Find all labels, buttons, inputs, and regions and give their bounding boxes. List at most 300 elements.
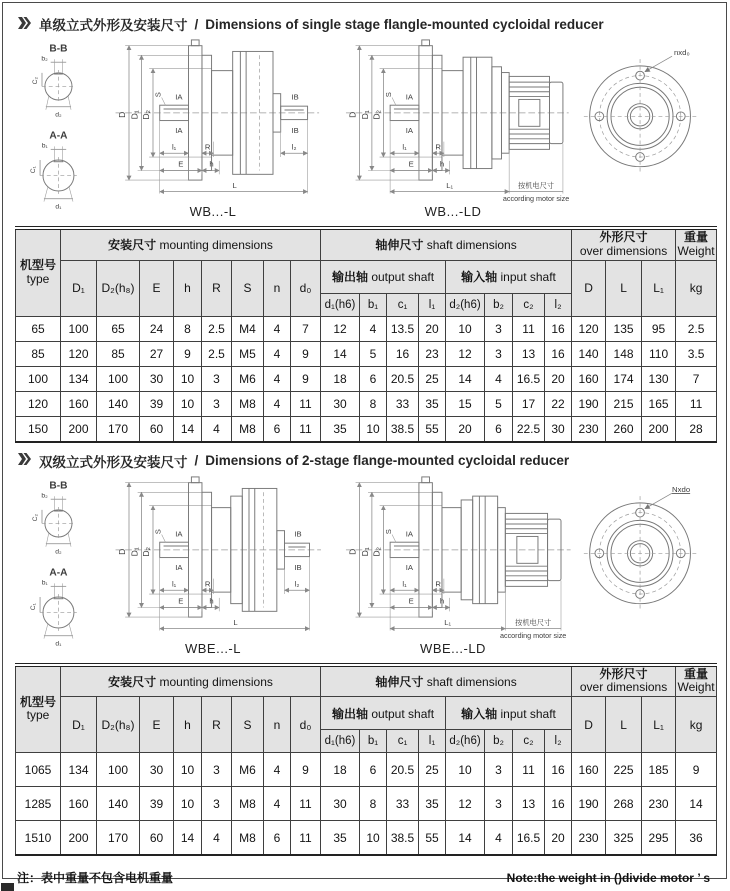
svg-text:D: D xyxy=(347,548,358,555)
svg-text:IB: IB xyxy=(294,562,302,572)
table-cell: 30 xyxy=(545,416,572,442)
section2-title-en: Dimensions of 2-stage flange-mounted cycloidal reducer xyxy=(205,453,570,469)
section2-title-zh: 双级立式外形及安装尺寸 xyxy=(39,454,188,470)
dimension-table-2-stage xyxy=(15,663,717,857)
table-cell: 2.5 xyxy=(676,316,717,341)
table-cell: M6 xyxy=(232,753,264,787)
svg-text:h: h xyxy=(439,159,445,169)
table-cell: 12 xyxy=(321,316,360,341)
table-cell: 148 xyxy=(606,341,642,366)
table-cell: 35 xyxy=(419,391,446,416)
svg-text:nxd₀: nxd₀ xyxy=(673,48,690,58)
table-cell: 14 xyxy=(446,821,485,856)
table-cell: 4 xyxy=(485,821,513,856)
table-cell: 268 xyxy=(606,787,642,821)
col-header: L xyxy=(606,697,642,753)
table-cell: 170 xyxy=(97,821,140,856)
drawing-col-l xyxy=(99,475,327,656)
table-cell: 17 xyxy=(513,391,545,416)
table-cell: 14 xyxy=(174,821,202,856)
table-cell: 230 xyxy=(572,416,606,442)
table-row xyxy=(16,366,717,391)
drawing-flange-front xyxy=(579,481,705,613)
table-cell: 16 xyxy=(545,753,572,787)
col-header: l₂ xyxy=(545,730,572,753)
svg-text:b₂: b₂ xyxy=(41,491,48,499)
group-header-mounting: 安装尺寸 mounting dimensions xyxy=(61,665,321,697)
table-cell: 20.5 xyxy=(387,753,419,787)
table-cell: 100 xyxy=(97,366,140,391)
svg-text:h: h xyxy=(209,159,214,169)
table-cell: 60 xyxy=(140,821,174,856)
table-cell: 39 xyxy=(140,391,174,416)
table-cell: 14 xyxy=(676,787,717,821)
table-cell: 20 xyxy=(446,416,485,442)
table-cell: 35 xyxy=(321,416,360,442)
header-type: 机型号 type xyxy=(16,228,61,316)
table-cell: 1065 xyxy=(16,753,61,787)
svg-text:L: L xyxy=(232,180,237,190)
col-header: d₁(h6) xyxy=(321,730,360,753)
table-cell: 215 xyxy=(606,391,642,416)
table-cell: 16.5 xyxy=(513,821,545,856)
table-cell: 10 xyxy=(174,391,202,416)
table-cell: 5 xyxy=(485,391,513,416)
table-cell: 13 xyxy=(513,787,545,821)
svg-text:E: E xyxy=(408,159,414,169)
col-header: R xyxy=(202,260,232,316)
table-cell: M4 xyxy=(232,316,264,341)
table-cell: 11 xyxy=(291,821,321,856)
page-frame xyxy=(2,2,727,886)
table-cell: 30 xyxy=(321,391,360,416)
svg-text:R: R xyxy=(204,578,211,588)
table-cell: 8 xyxy=(174,316,202,341)
table-cell: 140 xyxy=(97,391,140,416)
table-cell: 22.5 xyxy=(513,416,545,442)
svg-text:C₂: C₂ xyxy=(32,76,40,85)
table-cell: 150 xyxy=(16,416,61,442)
table-cell: 2.5 xyxy=(202,341,232,366)
col-header: D xyxy=(572,260,606,316)
table-cell: 3.5 xyxy=(676,341,717,366)
col-header: l₂ xyxy=(545,293,572,316)
svg-text:l₂: l₂ xyxy=(294,578,300,588)
table-cell: 6 xyxy=(485,416,513,442)
footnote-zh: 注：表中重量不包含电机重量 xyxy=(17,871,174,886)
table-cell: 174 xyxy=(606,366,642,391)
svg-text:l₁: l₁ xyxy=(402,142,407,152)
caption-wbe-ld: WBE...-LD xyxy=(420,640,486,656)
group-header-shaft: 轴伸尺寸 shaft dimensions xyxy=(321,228,572,260)
col-header: h xyxy=(174,697,202,753)
subgroup-output-shaft: 输出轴 output shaft xyxy=(321,260,446,293)
svg-text:E: E xyxy=(408,596,414,606)
table-cell: 10 xyxy=(174,787,202,821)
col-header: b₂ xyxy=(485,730,513,753)
table-cell: 35 xyxy=(321,821,360,856)
table-row xyxy=(16,316,717,341)
table-cell: 13.5 xyxy=(387,316,419,341)
group-header-shaft: 轴伸尺寸 shaft dimensions xyxy=(321,665,572,697)
table-cell: 38.5 xyxy=(387,416,419,442)
svg-text:D₂: D₂ xyxy=(371,546,382,557)
table-cell: 25 xyxy=(419,753,446,787)
table-cell: 39 xyxy=(140,787,174,821)
table-cell: 85 xyxy=(97,341,140,366)
drawing-shaft-sections xyxy=(15,38,99,220)
table-cell: 55 xyxy=(419,416,446,442)
table-cell: 9 xyxy=(291,366,321,391)
table-cell: 4 xyxy=(264,316,291,341)
svg-text:b₂: b₂ xyxy=(41,55,48,63)
section1-title-en: Dimensions of single stage flangle-mounted cycloidal reducer xyxy=(205,16,604,32)
table-cell: 11 xyxy=(291,787,321,821)
svg-text:according motor size: according motor size xyxy=(500,630,567,640)
col-header: c₂ xyxy=(513,730,545,753)
svg-text:d₁: d₁ xyxy=(55,639,62,647)
footnote-row xyxy=(15,864,714,891)
table-cell: 120 xyxy=(16,391,61,416)
col-header: d₀ xyxy=(291,697,321,753)
table-cell: 134 xyxy=(61,366,97,391)
table-cell: 3 xyxy=(202,787,232,821)
svg-text:R: R xyxy=(435,142,441,152)
svg-text:d₁: d₁ xyxy=(55,203,62,211)
svg-text:D₁: D₁ xyxy=(129,546,140,556)
caption-wbe-l: WBE...-L xyxy=(184,640,241,656)
svg-text:C₂: C₂ xyxy=(32,513,40,521)
table-cell: 230 xyxy=(642,787,676,821)
drawing-flange-front xyxy=(579,44,705,176)
table-cell: 6 xyxy=(360,366,387,391)
table-cell: 85 xyxy=(16,341,61,366)
table-cell: 325 xyxy=(606,821,642,856)
group-header-weight: 重量 Weight xyxy=(676,665,717,697)
table-cell: 10 xyxy=(446,316,485,341)
table-cell: 14 xyxy=(174,416,202,442)
table-cell: 35 xyxy=(419,787,446,821)
svg-text:R: R xyxy=(435,578,441,588)
table-cell: 4 xyxy=(264,787,291,821)
col-header: b₁ xyxy=(360,730,387,753)
col-header: d₁(h6) xyxy=(321,293,360,316)
table-cell: 11 xyxy=(676,391,717,416)
svg-text:l₁: l₁ xyxy=(402,578,407,588)
table-cell: 16 xyxy=(545,316,572,341)
col-header: L xyxy=(606,260,642,316)
subgroup-input-shaft: 输入轴 input shaft xyxy=(446,260,572,293)
table-cell: 4 xyxy=(485,366,513,391)
col-header: R xyxy=(202,697,232,753)
table-cell: 9 xyxy=(676,753,717,787)
table-cell: 33 xyxy=(387,787,419,821)
table-cell: 1285 xyxy=(16,787,61,821)
table-cell: 190 xyxy=(572,787,606,821)
col-header: c₂ xyxy=(513,293,545,316)
table-cell: 9 xyxy=(291,753,321,787)
table-cell: 30 xyxy=(140,753,174,787)
table-cell: 38.5 xyxy=(387,821,419,856)
table-row xyxy=(16,391,717,416)
section2-title xyxy=(17,451,714,471)
table-cell: M8 xyxy=(232,787,264,821)
table-cell: 4 xyxy=(264,366,291,391)
col-header: L₁ xyxy=(642,697,676,753)
svg-text:h: h xyxy=(209,596,214,606)
col-header: D₂(h₈) xyxy=(97,697,140,753)
table-cell: 200 xyxy=(642,416,676,442)
section1-title xyxy=(17,14,714,34)
col-header: kg xyxy=(676,697,717,753)
table-cell: 33 xyxy=(387,391,419,416)
drawing-shaft-sections xyxy=(15,475,99,657)
caption-wb-l: WB...-L xyxy=(189,204,237,219)
svg-text:d₂: d₂ xyxy=(55,111,62,119)
svg-text:D: D xyxy=(117,548,128,555)
group-header-weight: 重量 Weight xyxy=(676,228,717,260)
table-cell: 11 xyxy=(513,753,545,787)
table-row xyxy=(16,341,717,366)
table-cell: 110 xyxy=(642,341,676,366)
table-cell: 230 xyxy=(572,821,606,856)
table-row xyxy=(16,416,717,442)
svg-text:L₁: L₁ xyxy=(446,180,454,190)
table-cell: 160 xyxy=(61,391,97,416)
table-cell: 36 xyxy=(676,821,717,856)
col-header: d₀ xyxy=(291,260,321,316)
table-cell: 4 xyxy=(202,416,232,442)
table-cell: 65 xyxy=(16,316,61,341)
table-row xyxy=(16,753,717,787)
table-cell: 4 xyxy=(264,341,291,366)
table-cell: 7 xyxy=(291,316,321,341)
svg-text:D₁: D₁ xyxy=(360,546,371,556)
table-cell: M5 xyxy=(232,341,264,366)
svg-text:S: S xyxy=(153,92,163,98)
table-cell: 18 xyxy=(321,366,360,391)
svg-text:S: S xyxy=(153,528,163,534)
table-cell: 55 xyxy=(419,821,446,856)
svg-text:l₂: l₂ xyxy=(291,142,297,152)
table-cell: 3 xyxy=(485,341,513,366)
table-cell: 20 xyxy=(545,366,572,391)
table-cell: 140 xyxy=(97,787,140,821)
svg-text:l₁: l₁ xyxy=(171,142,177,152)
table-cell: 120 xyxy=(572,316,606,341)
svg-text:IA: IA xyxy=(175,562,183,572)
table-cell: 3 xyxy=(485,753,513,787)
group-header-over: 外形尺寸 over dimensions xyxy=(572,228,676,260)
subgroup-input-shaft: 输入轴 input shaft xyxy=(446,697,572,730)
col-header: d₂(h6) xyxy=(446,730,485,753)
table-cell: 190 xyxy=(572,391,606,416)
svg-text:A-A: A-A xyxy=(49,567,68,579)
table-row xyxy=(16,787,717,821)
svg-text:按机电尺寸: 按机电尺寸 xyxy=(518,180,555,190)
svg-text:IA: IA xyxy=(175,529,183,539)
table-cell: 16.5 xyxy=(513,366,545,391)
table-cell: 95 xyxy=(642,316,676,341)
svg-text:IB: IB xyxy=(291,92,299,102)
table-cell: 3 xyxy=(485,787,513,821)
group-header-mounting: 安装尺寸 mounting dimensions xyxy=(61,228,321,260)
col-header: E xyxy=(140,697,174,753)
svg-text:l₁: l₁ xyxy=(171,578,177,588)
section1-title-zh: 单级立式外形及安装尺寸 xyxy=(39,18,188,33)
svg-text:E: E xyxy=(178,596,184,606)
table-cell: 160 xyxy=(572,366,606,391)
table-cell: 12 xyxy=(446,341,485,366)
table-cell: 6 xyxy=(264,821,291,856)
table-cell: 13 xyxy=(513,341,545,366)
table-cell: 60 xyxy=(140,416,174,442)
table-cell: 200 xyxy=(61,416,97,442)
table-cell: 12 xyxy=(446,787,485,821)
col-header: S xyxy=(232,260,264,316)
col-header: D₂(h₈) xyxy=(97,260,140,316)
svg-text:E: E xyxy=(178,159,184,169)
table-cell: 9 xyxy=(291,341,321,366)
table-cell: 11 xyxy=(291,391,321,416)
svg-text:D: D xyxy=(347,111,358,118)
table-cell: 6 xyxy=(360,753,387,787)
svg-text:C₁: C₁ xyxy=(30,602,38,610)
col-header: b₂ xyxy=(485,293,513,316)
table-cell: 10 xyxy=(446,753,485,787)
table-cell: 8 xyxy=(360,787,387,821)
svg-text:b₁: b₁ xyxy=(41,142,48,150)
svg-text:B-B: B-B xyxy=(49,43,68,55)
table-cell: M8 xyxy=(232,821,264,856)
table-cell: 23 xyxy=(419,341,446,366)
table-cell: 6 xyxy=(264,416,291,442)
table-cell: 100 xyxy=(61,316,97,341)
page-corner-mark xyxy=(1,883,14,891)
col-header: l₁ xyxy=(419,730,446,753)
svg-text:D₂: D₂ xyxy=(141,110,152,120)
svg-text:L: L xyxy=(233,617,238,627)
header-type: 机型号 type xyxy=(16,665,61,753)
arrow-flag-icon xyxy=(17,452,32,469)
table-cell: 185 xyxy=(642,753,676,787)
table-cell: 16 xyxy=(387,341,419,366)
svg-text:IA: IA xyxy=(175,126,183,136)
drawing-col-l xyxy=(99,38,327,219)
table-cell: 5 xyxy=(360,341,387,366)
table-cell: M8 xyxy=(232,391,264,416)
table-cell: 160 xyxy=(61,787,97,821)
svg-text:h: h xyxy=(439,596,445,606)
col-header: L₁ xyxy=(642,260,676,316)
table-cell: 27 xyxy=(140,341,174,366)
table-cell: 20.5 xyxy=(387,366,419,391)
svg-text:A-A: A-A xyxy=(49,130,68,142)
svg-text:IA: IA xyxy=(175,92,183,102)
svg-text:B-B: B-B xyxy=(49,480,68,492)
subgroup-output-shaft: 输出轴 output shaft xyxy=(321,697,446,730)
table-cell: 16 xyxy=(545,787,572,821)
table-cell: 11 xyxy=(291,416,321,442)
group-header-over: 外形尺寸 over dimensions xyxy=(572,665,676,697)
section1-drawings xyxy=(15,38,714,224)
arrow-flag-icon xyxy=(17,16,32,33)
table-cell: 9 xyxy=(174,341,202,366)
table-cell: 2.5 xyxy=(202,316,232,341)
svg-text:d₂: d₂ xyxy=(55,548,62,556)
svg-text:S: S xyxy=(384,92,394,98)
table-cell: 22 xyxy=(545,391,572,416)
svg-text:according motor size: according motor size xyxy=(502,194,570,204)
col-header: D xyxy=(572,697,606,753)
table-cell: 135 xyxy=(606,316,642,341)
table-cell: 4 xyxy=(264,391,291,416)
svg-text:S: S xyxy=(384,528,394,534)
table-cell: 14 xyxy=(321,341,360,366)
table-cell: 120 xyxy=(61,341,97,366)
table-cell: 10 xyxy=(174,366,202,391)
table-cell: 260 xyxy=(606,416,642,442)
table-cell: 28 xyxy=(676,416,717,442)
table-cell: 10 xyxy=(174,753,202,787)
drawing-col-ld xyxy=(327,475,579,656)
svg-text:IA: IA xyxy=(405,92,413,102)
svg-text:IB: IB xyxy=(291,126,299,136)
svg-text:D: D xyxy=(117,111,128,118)
table-cell: 11 xyxy=(513,316,545,341)
title-separator: / xyxy=(194,453,199,469)
table-cell: 24 xyxy=(140,316,174,341)
title-separator: / xyxy=(194,16,199,32)
table-cell: 100 xyxy=(97,753,140,787)
svg-text:D₂: D₂ xyxy=(141,546,152,557)
table-cell: 10 xyxy=(360,821,387,856)
table-cell: 3 xyxy=(202,366,232,391)
table-cell: 3 xyxy=(202,391,232,416)
table-cell: 20 xyxy=(545,821,572,856)
svg-text:IA: IA xyxy=(405,562,413,572)
table-cell: 7 xyxy=(676,366,717,391)
table-cell: 295 xyxy=(642,821,676,856)
table-cell: 15 xyxy=(446,391,485,416)
col-header: E xyxy=(140,260,174,316)
drawing-side-ld xyxy=(327,475,579,643)
table-row xyxy=(16,821,717,856)
table-cell: 4 xyxy=(202,821,232,856)
table-cell: 30 xyxy=(321,787,360,821)
table-cell: 4 xyxy=(264,753,291,787)
table-cell: 140 xyxy=(572,341,606,366)
table-cell: 14 xyxy=(446,366,485,391)
drawing-side-ld xyxy=(327,38,579,206)
table-cell: 160 xyxy=(572,753,606,787)
svg-text:IA: IA xyxy=(405,126,413,136)
table-cell: 3 xyxy=(202,753,232,787)
col-header: S xyxy=(232,697,264,753)
table-cell: 16 xyxy=(545,341,572,366)
table-cell: 165 xyxy=(642,391,676,416)
svg-text:D₂: D₂ xyxy=(371,110,382,120)
section2-drawings xyxy=(15,475,714,661)
drawing-side-l xyxy=(99,38,327,206)
table-cell: 25 xyxy=(419,366,446,391)
svg-text:按机电尺寸: 按机电尺寸 xyxy=(515,617,552,627)
col-header: d₂(h6) xyxy=(446,293,485,316)
svg-text:L₁: L₁ xyxy=(444,617,452,627)
col-header: c₁ xyxy=(387,730,419,753)
svg-text:IB: IB xyxy=(294,529,302,539)
svg-text:IA: IA xyxy=(405,529,413,539)
